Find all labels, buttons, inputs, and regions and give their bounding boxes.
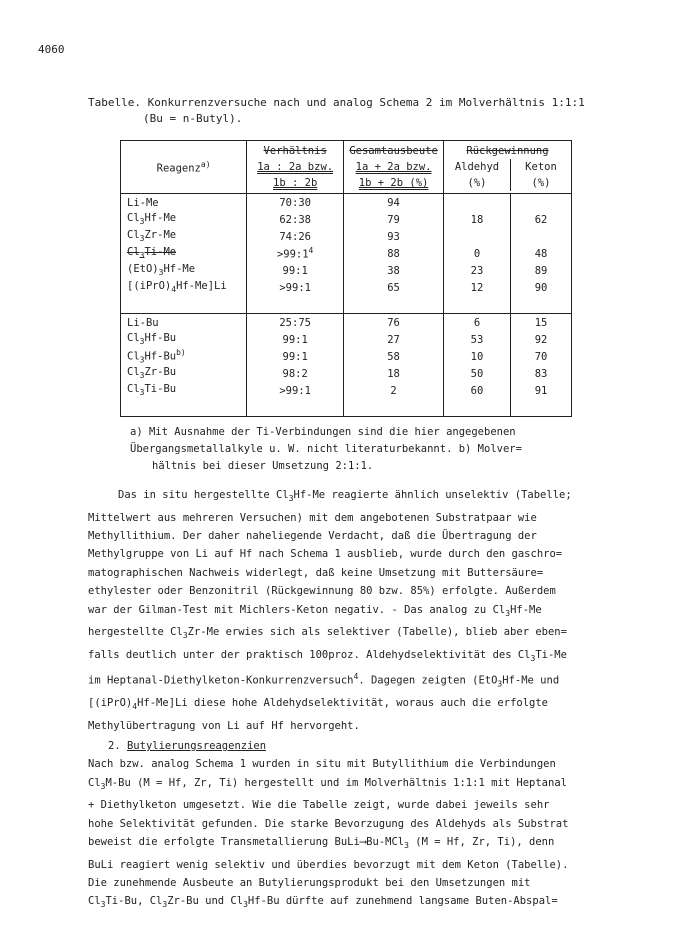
table-caption	[88, 95, 585, 127]
header-verhaeltnis: Verhältnis 1a : 2a bzw. 1b : 2b	[247, 141, 344, 194]
page-number: 4060	[38, 43, 65, 56]
table-row: $Cl_3Hf-Me$ 62:38 79 18 62	[121, 211, 572, 228]
paragraph-line: + Diethylketon umgesetzt. Wie die Tabelle zeigt, wurde dabei jeweils sehr	[88, 799, 550, 812]
paragraph-line: BuLi reagiert wenig selektiv und überdies bevorzugt mit dem Keton (Tabelle).	[88, 858, 569, 871]
section-heading: 2. Butylierungsreagenzien	[108, 739, 267, 752]
paragraph-line: Das in situ hergestellte $Cl_3Hf-Me$ reagierte ähnlich unselektiv (Tabelle;	[118, 489, 572, 504]
table-row: $Cl_3Ti-Me$ $>99:1^4$ 88 0 48	[121, 245, 572, 262]
paragraph-line: im Heptanal-Diethylketon-Konkurrenzversuch$^4$. Dagegen zeigten (EtO$_3$Hf-Me und	[88, 672, 560, 689]
header-reagenz: Reagenz$^{a)}$	[156, 159, 211, 175]
paragraph-line: hohe Selektivität gefunden. Die starke Bevorzugung des Aldehyds als Substrat	[88, 817, 569, 830]
caption-line-2: (Bu = n-Butyl).	[143, 112, 243, 125]
paragraph-line: Nach bzw. analog Schema 1 wurden in situ mit Butyllithium die Verbindungen	[88, 758, 556, 771]
table-footnote: a) Mit Ausnahme der Ti-Verbindungen sind die hier angegebenen Übergangsmetallalkyle u. W. nicht literaturbekannt. b) Molver= hältnis bei dieser Umsetzung 2:1:1.	[130, 426, 522, 472]
header-keton: Keton (%)	[510, 159, 571, 191]
table-row: $Cl_3Ti-Bu$ >99:1 2 60 91	[121, 382, 572, 399]
paragraph-line: Methylübertragung von Li auf Hf hervorgeht.	[88, 719, 360, 732]
arrow-icon: ⟶	[359, 836, 367, 849]
caption-line-1: Tabelle. Konkurrenzversuche nach und analog Schema 2 im Molverhältnis 1:1:1	[88, 96, 585, 109]
header-rueckgewinnung: Rückgewinnung Aldehyd (%) Keton (%)	[443, 141, 571, 194]
table-row: $[(iPrO)_4Hf-Me]Li$ >99:1 65 12 90	[121, 279, 572, 296]
paragraph-line: matographischen Nachweis widerlegt, daß keine Umsetzung mit Buttersäure=	[88, 566, 544, 579]
paragraph-line: Mittelwert aus mehreren Versuchen) mit dem angebotenen Substratpaar wie	[88, 511, 537, 524]
paragraph-line: Methylgruppe von Li auf Hf nach Schema 1 ausblieb, wurde durch den gaschro=	[88, 548, 563, 561]
body-text	[88, 486, 648, 915]
paragraph-line: $[(iPrO)_4Hf-Me]Li$ diese hohe Aldehydselektivität, woraus auch die erfolgte	[88, 697, 548, 712]
table-row: $(EtO)_3Hf-Me$ 99:1 38 23 89	[121, 262, 572, 279]
paragraph-line: beweist die erfolgte Transmetallierung BuLi⟶Bu-MCl$_3$ (M = Hf, Zr, Ti), denn	[88, 836, 555, 851]
table-row: Li-Bu 25:75 76 6 15	[121, 314, 572, 332]
paragraph-line: Die zunehmende Ausbeute an Butylierungsprodukt bei den Umsetzungen mit	[88, 876, 531, 889]
table-row: $Cl_3Hf-Bu$ 99:1 27 53 92	[121, 331, 572, 348]
header-gesamtausbeute: Gesamtausbeute 1a + 2a bzw. 1b + 2b (%)	[344, 141, 444, 194]
paragraph-line: falls deutlich unter der praktisch 100proz. Aldehydselektivität des $Cl_3Ti-Me$	[88, 648, 567, 663]
table-header-row	[121, 141, 572, 194]
table-row: $Cl_3Hf-Bu^{b)}$ 99:1 58 10 70	[121, 348, 572, 365]
paragraph-line: war der Gilman-Test mit Michlers-Keton negativ. - Das analog zu $Cl_3Hf-Me$	[88, 603, 542, 618]
header-aldehyd: Aldehyd (%)	[454, 161, 500, 189]
paragraph-line: $Cl_3Ti-Bu$, $Cl_3Zr-Bu$ und $Cl_3Hf-Bu$ dürfte auf zunehmend langsame Buten-Abspal=	[88, 895, 558, 910]
table-row: $Cl_3Zr-Bu$ 98:2 18 50 83	[121, 365, 572, 382]
table-row: Li-Me 70:30 94	[121, 194, 572, 212]
results-table	[120, 140, 572, 417]
paragraph-line: ethylester oder Benzonitril (Rückgewinnung 80 bzw. 85%) erfolgte. Außerdem	[88, 585, 556, 598]
paragraph-line: Methyllithium. Der daher naheliegende Verdacht, daß die Übertragung der	[88, 529, 537, 542]
paragraph-line: $Cl_3M-Bu$ (M = Hf, Zr, Ti) hergestellt und im Molverhältnis 1:1:1 mit Heptanal	[88, 776, 567, 791]
paragraph-line: hergestellte $Cl_3Zr-Me$ erwies sich als selektiver (Tabelle), blieb aber eben=	[88, 626, 567, 641]
table-row: $Cl_3Zr-Me$ 74:26 93	[121, 228, 572, 245]
